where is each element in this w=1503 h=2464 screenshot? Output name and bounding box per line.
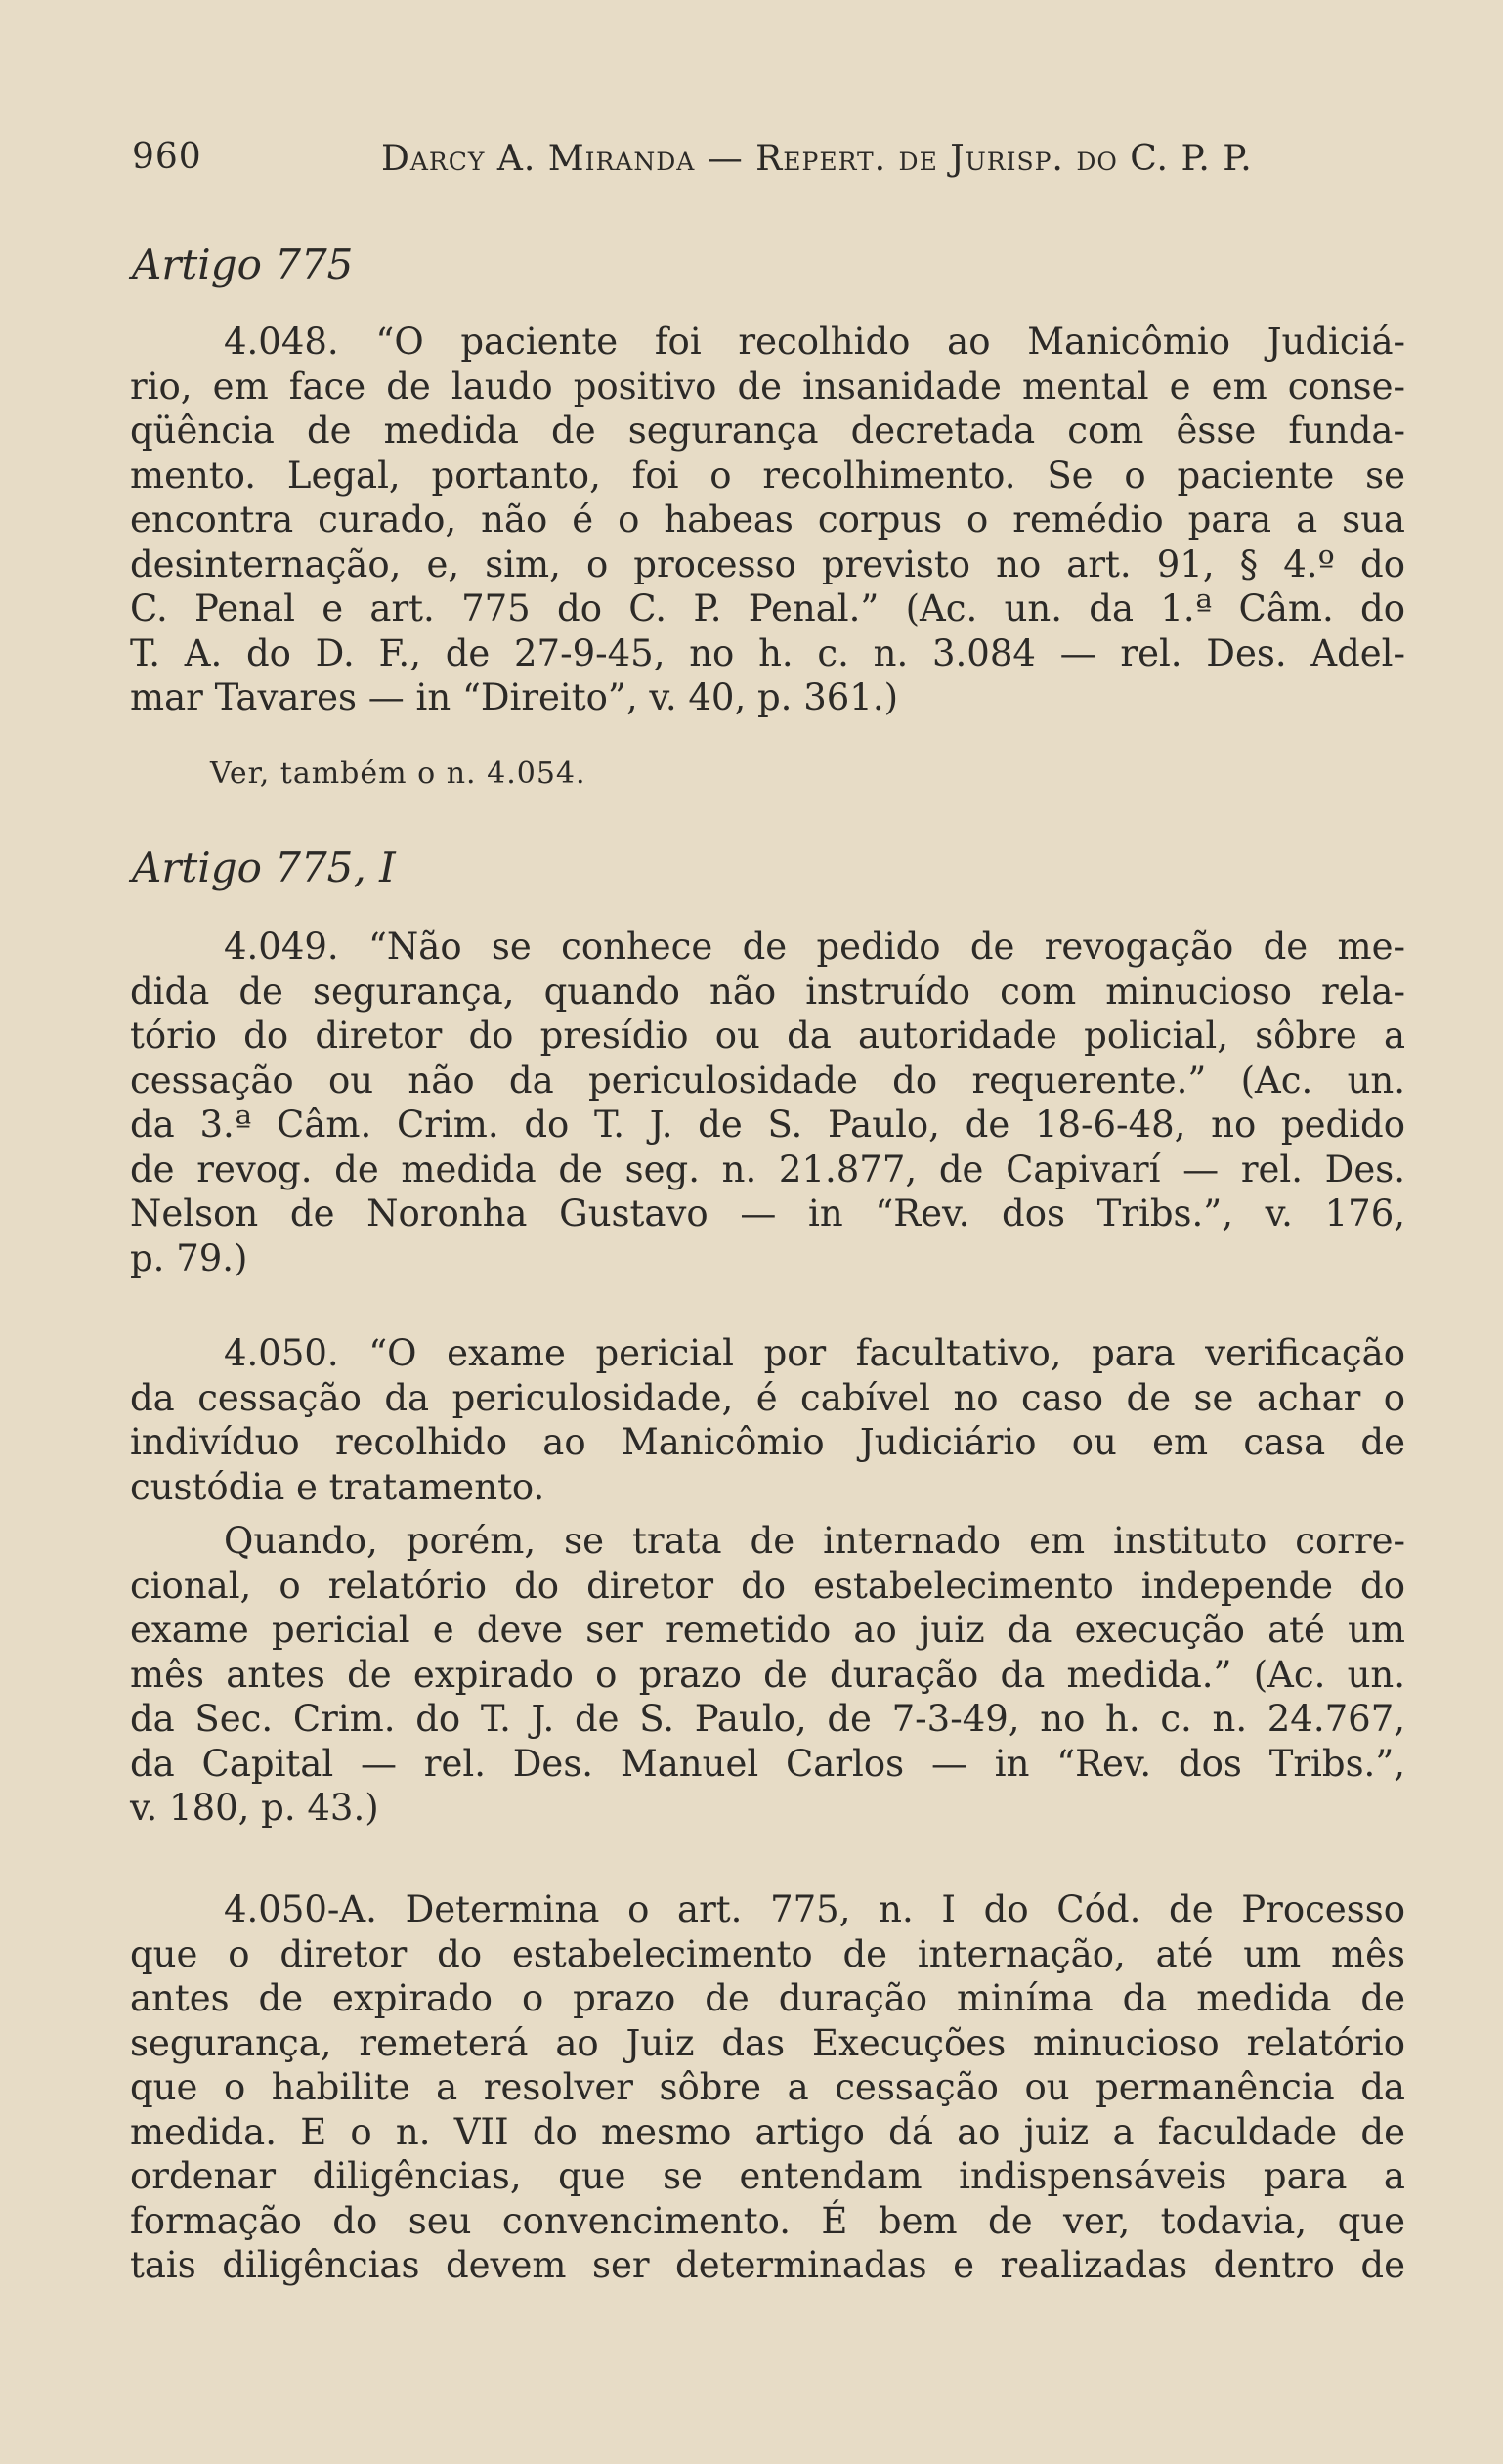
text-line: p. 79.) bbox=[130, 1236, 248, 1279]
text-line: dida de segurança, quando não instruído com minucioso rela- bbox=[130, 970, 1405, 1013]
text-line: cional, o relatório do diretor do estabelecimento independe do bbox=[130, 1564, 1405, 1607]
section-heading: Artigo 775, I bbox=[132, 843, 396, 891]
text-line: mês antes de expirado o prazo de duração da medida.” (Ac. un. bbox=[130, 1653, 1405, 1696]
text-line: mar Tavares — in “Direito”, v. 40, p. 361.) bbox=[130, 676, 899, 718]
text-line: segurança, remeterá ao Juiz das Execuções minucioso relatório bbox=[130, 2021, 1405, 2064]
text-line: 4.049. “Não se conhece de pedido de revogação de me- bbox=[224, 926, 1405, 968]
entry-4048 bbox=[130, 320, 1405, 720]
text-line: v. 180, p. 43.) bbox=[130, 1787, 379, 1829]
entry-4050-A bbox=[130, 1887, 1405, 2288]
entry-4050 bbox=[130, 1331, 1405, 1509]
text-line: rio, em face de laudo positivo de insanidade mental e em conse- bbox=[130, 365, 1405, 408]
entry-4049 bbox=[130, 925, 1405, 1280]
text-line: da Capital — rel. Des. Manuel Carlos — in “Rev. dos Tribs.”, bbox=[130, 1742, 1405, 1785]
entry-4050-continued bbox=[130, 1519, 1405, 1831]
section-heading: Artigo 775 bbox=[132, 240, 354, 288]
text-line: tais diligências devem ser determinadas e realizadas dentro de bbox=[130, 2244, 1405, 2286]
text-line: que o diretor do estabelecimento de internação, até um mês bbox=[130, 1932, 1405, 1975]
text-line: ordenar diligências, que se entendam indispensáveis para a bbox=[130, 2155, 1405, 2197]
text-line: 4.050-A. Determina o art. 775, n. I do Cód. de Processo bbox=[224, 1888, 1405, 1930]
text-line: custódia e tratamento. bbox=[130, 1465, 545, 1508]
text-line: da cessação da periculosidade, é cabível no caso de se achar o bbox=[130, 1376, 1405, 1419]
text-line: que o habilite a resolver sôbre a cessação ou permanência da bbox=[130, 2066, 1405, 2108]
text-line: exame pericial e deve ser remetido ao juiz da execução até um bbox=[130, 1609, 1405, 1651]
text-line: antes de expirado o prazo de duração miníma da medida de bbox=[130, 1977, 1405, 2019]
text-line: encontra curado, não é o habeas corpus o remédio para a sua bbox=[130, 498, 1405, 540]
text-line: tório do diretor do presídio ou da autoridade policial, sôbre a bbox=[130, 1015, 1405, 1057]
text-line: indivíduo recolhido ao Manicômio Judiciário ou em casa de bbox=[130, 1421, 1405, 1463]
running-title: Darcy A. Miranda — Repert. de Jurisp. do C. P. P. bbox=[381, 139, 1253, 179]
text-line: formação do seu convencimento. É bem de ver, todavia, que bbox=[130, 2199, 1405, 2242]
cross-reference-note: Ver, também o n. 4.054. bbox=[210, 756, 586, 791]
page-number: 960 bbox=[132, 137, 202, 177]
text-line: da 3.ª Câm. Crim. do T. J. de S. Paulo, de 18-6-48, no pedido bbox=[130, 1103, 1405, 1146]
text-line: 4.048. “O paciente foi recolhido ao Manicômio Judiciá- bbox=[224, 321, 1405, 363]
text-line: mento. Legal, portanto, foi o recolhimento. Se o paciente se bbox=[130, 454, 1405, 497]
text-line: cessação ou não da periculosidade do requerente.” (Ac. un. bbox=[130, 1059, 1405, 1102]
running-header bbox=[132, 137, 1402, 186]
text-line: desinternação, e, sim, o processo previsto no art. 91, § 4.º do bbox=[130, 542, 1405, 585]
text-line: de revog. de medida de seg. n. 21.877, de Capivarí — rel. Des. bbox=[130, 1147, 1405, 1190]
text-line: Quando, porém, se trata de internado em instituto corre- bbox=[224, 1520, 1405, 1562]
text-line: C. Penal e art. 775 do C. P. Penal.” (Ac. un. da 1.ª Câm. do bbox=[130, 587, 1405, 629]
text-line: da Sec. Crim. do T. J. de S. Paulo, de 7-3-49, no h. c. n. 24.767, bbox=[130, 1698, 1405, 1740]
text-line: Nelson de Noronha Gustavo — in “Rev. dos Tribs.”, v. 176, bbox=[130, 1192, 1405, 1234]
text-line: medida. E o n. VII do mesmo artigo dá ao juiz a faculdade de bbox=[130, 2110, 1405, 2153]
text-line: qüência de medida de segurança decretada com êsse funda- bbox=[130, 410, 1405, 452]
text-line: T. A. do D. F., de 27-9-45, no h. c. n. 3.084 — rel. Des. Adel- bbox=[130, 631, 1405, 674]
text-line: 4.050. “O exame pericial por facultativo, para verificação bbox=[224, 1332, 1405, 1374]
